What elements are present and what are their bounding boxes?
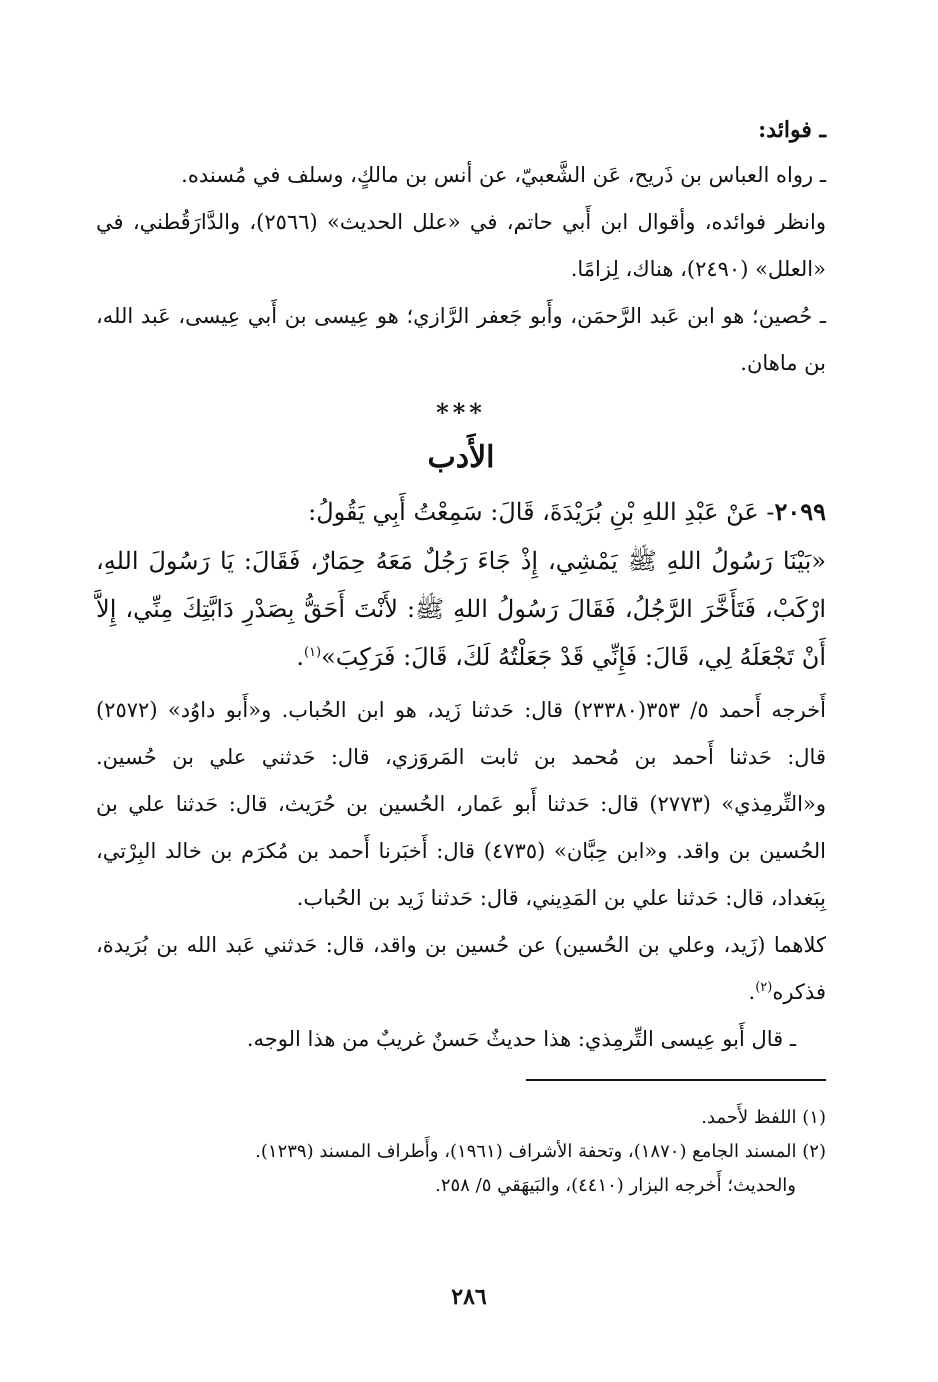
footnote-ref-1: (١) xyxy=(303,645,322,660)
section-separator: *** xyxy=(436,398,486,427)
page-body xyxy=(96,108,826,1203)
fawaid-paragraph-1: ـ رواه العباس بن ذَريح، عَن الشَّعبيّ، عن أنس بن مالكٍ، وسلف في مُسنده. xyxy=(181,163,826,187)
footnote-divider xyxy=(526,1079,826,1081)
tirmidhi-grading: ـ قال أَبو عِيسى التِّرمِذي: هذا حديثٌ حَسنٌ غريبٌ من هذا الوجه. xyxy=(246,1027,796,1051)
fawaid-heading: ـ فوائد: xyxy=(758,117,826,143)
footnotes xyxy=(96,1101,826,1203)
fawaid-paragraph-3: ـ حُصين؛ هو ابن عَبد الرَّحمَن، وأَبو جَعفر الرَّازي؛ هو عِيسى بن أَبي عِيسى، عَبد الله، بن ماهان. xyxy=(96,304,826,375)
footnote-2: (٢) المسند الجامع (١٨٧٠)، وتحفة الأشراف (١٩٦١)، وأَطراف المسند (١٢٣٩). xyxy=(255,1141,826,1162)
hadith-heading xyxy=(96,487,826,537)
footnote-2-continuation: والحديث؛ أَخرجه البزار (٤٤١٠)، والبَيهَقي ٥/ ٢٥٨. xyxy=(435,1175,796,1196)
hadith-number: ٢٠٩٩ xyxy=(774,497,826,526)
hadith-isnad: - عَنْ عَبْدِ اللهِ بْنِ بُرَيْدَةَ، قَالَ: سَمِعْتُ أَبِي يَقُولُ: xyxy=(308,498,775,526)
kilahuma-text: كلاهما (زَيد، وعلي بن الحُسين) عن حُسين بن واقد، قال: حَدثني عَبد الله بن بُرَيدة، فذكره xyxy=(96,933,826,1004)
footnote-ref-2: (٢) xyxy=(755,980,773,995)
kilahuma-paragraph xyxy=(96,922,826,1016)
hadith-matn-text: «بَيْنَا رَسُولُ اللهِ ﷺ يَمْشِي، إِذْ جَاءَ رَجُلٌ مَعَهُ حِمَارٌ، فَقَالَ: يَا رَسُولَ اللهِ، ارْكَبْ، فَتَأَخَّرَ الرَّجُلُ، فَقَالَ رَسُولُ اللهِ ﷺ: لأَنْتَ أَحَقُّ بِصَدْرِ دَابَّتِكَ مِنِّي، إِلاَّ أَنْ تَجْعَلَهُ لِي، قَالَ: فَإِنِّي قَدْ جَعَلْتُهُ لَكَ، قَالَ: فَرَكِبَ» xyxy=(96,547,826,671)
section-title: الأَدب xyxy=(427,440,495,475)
hadith-matn: «بَيْنَا رَسُولُ اللهِ ﷺ يَمْشِي، إِذْ جَاءَ رَجُلٌ مَعَهُ حِمَارٌ، فَقَالَ: يَا رَسُولَ اللهِ، ارْكَبْ، فَتَأَخَّرَ الرَّجُلُ، فَقَالَ رَسُولُ اللهِ ﷺ: لأَنْتَ أَحَقُّ بِصَدْرِ دَابَّتِكَ مِنِّي، إِلاَّ أَنْ تَجْعَلَهُ لِي، قَالَ: فَإِنِّي قَدْ جَعَلْتُهُ لَكَ، قَالَ: فَرَكِبَ»$^{(١)}$. xyxy=(96,547,826,671)
fawaid-paragraph-2: وانظر فوائده، وأقوال ابن أَبي حاتم، في «علل الحديث» (٢٥٦٦)، والدَّارَقُطني، في «العلل» (٢٤٩٠)، هناك، لِزامًا. xyxy=(96,210,826,281)
takhrij-paragraph: أَخرجه أَحمد ٥/ ٣٥٣(٢٣٣٨٠) قال: حَدثنا زَيد، هو ابن الحُباب. و«أَبو داوُد» (٢٥٧٢) قال: حَدثنا أَحمد بن مُحمد بن ثابت المَروَزي، قال: حَدثني علي بن حُسين. و«التِّرمِذي» (٢٧٧٣) قال: حَدثنا أَبو عَمار، الحُسين بن حُرَيث، قال: حَدثنا علي بن الحُسين بن واقد. و«ابن حِبَّان» (٤٧٣٥) قال: أَخبَرنا أَحمد بن مُكرَم بن خالد البِرْتي، بِبَغداد، قال: حَدثنا علي بن المَدِيني، قال: حَدثنا زَيد بن الحُباب. xyxy=(96,698,826,910)
footnote-1: (١) اللفظ لأَحمد. xyxy=(701,1107,826,1128)
page-number: ٢٨٦ xyxy=(451,1284,487,1310)
kilahuma-end: . xyxy=(748,980,756,1004)
